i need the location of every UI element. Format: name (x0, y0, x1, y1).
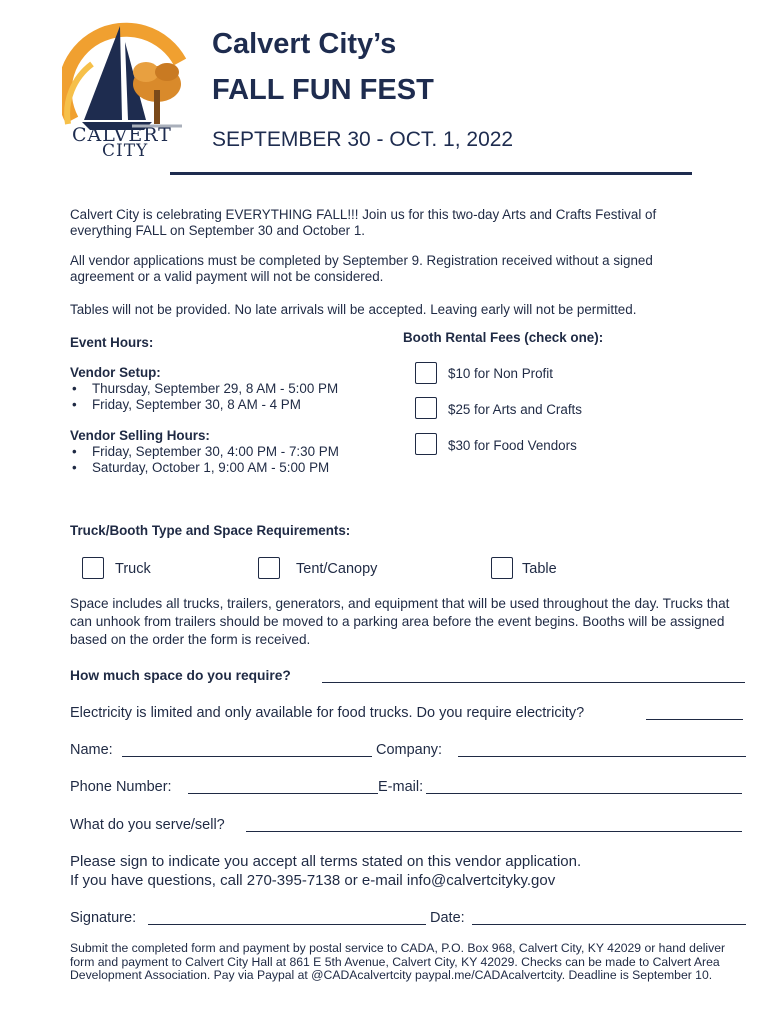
event-hours-heading: Event Hours: (70, 335, 154, 350)
list-item: • Saturday, October 1, 9:00 AM - 5:00 PM (70, 460, 339, 476)
name-label: Name: (70, 742, 113, 758)
booth-label-tent-canopy: Tent/Canopy (296, 561, 378, 577)
company-label: Company: (376, 742, 443, 758)
email-label: E-mail: (378, 779, 424, 795)
fee-label-non-profit: $10 for Non Profit (448, 366, 553, 381)
title-line-1: Calvert City’s (212, 28, 397, 60)
calvert-city-logo (62, 22, 187, 161)
signature-input[interactable] (148, 924, 426, 925)
title-line-2: FALL FUN FEST (212, 74, 434, 106)
list-item: • Friday, September 30, 8 AM - 4 PM (70, 397, 338, 413)
space-label: How much space do you require? (70, 668, 291, 683)
space-input[interactable] (322, 682, 745, 683)
fee-checkbox-food-vendors[interactable] (415, 433, 437, 455)
intro-paragraph-1: Calvert City is celebrating EVERYTHING FALL!!! Join us for this two-day Arts and Crafts Festival of everything FALL on September 30 and October 1. (70, 207, 657, 238)
serve-input[interactable] (246, 831, 742, 832)
serve-label: What do you serve/sell? (70, 817, 225, 833)
email-input[interactable] (426, 793, 742, 794)
phone-label: Phone Number: (70, 779, 172, 795)
logo-text-top: CALVERT (72, 124, 172, 146)
booth-label-truck: Truck (115, 561, 151, 577)
name-input[interactable] (122, 756, 372, 757)
booth-checkbox-table[interactable] (491, 557, 513, 579)
booth-checkbox-tent-canopy[interactable] (258, 557, 280, 579)
vendor-setup-heading: Vendor Setup: (70, 365, 161, 380)
booth-type-heading: Truck/Booth Type and Space Requirements: (70, 523, 351, 538)
vendor-selling-list (70, 444, 339, 476)
phone-input[interactable] (188, 793, 378, 794)
list-item: • Thursday, September 29, 8 AM - 5:00 PM (70, 381, 338, 397)
event-dates: SEPTEMBER 30 - OCT. 1, 2022 (212, 128, 514, 151)
electricity-label: Electricity is limited and only available for food trucks. Do you require electricity? (70, 705, 585, 721)
intro-paragraph-2: All vendor applications must be completed by September 9. Registration received without a signed agreement or a valid payment will not be considered. (70, 253, 653, 284)
submission-instructions: Submit the completed form and payment by postal service to CADA, P.O. Box 968, Calvert City, KY 42029 or hand deliver form and payment to Calvert City Hall at 861 E 5th Avenue, Calvert City, KY 42029. Checks can be made to Calvert Area Development Association. Pay via Paypal at @CADAcalvertcity paypal.me/CADAcalvertcity. Deadline is September 10. (70, 941, 726, 982)
fee-checkbox-arts-crafts[interactable] (415, 397, 437, 419)
fee-label-arts-crafts: $25 for Arts and Crafts (448, 402, 582, 417)
company-input[interactable] (458, 756, 746, 757)
booth-checkbox-truck[interactable] (82, 557, 104, 579)
signature-label: Signature: (70, 910, 137, 926)
date-label: Date: (430, 910, 465, 926)
list-item: • Friday, September 30, 4:00 PM - 7:30 PM (70, 444, 339, 460)
booth-fees-heading: Booth Rental Fees (check one): (403, 330, 604, 345)
booth-label-table: Table (522, 561, 557, 577)
space-note: Space includes all trucks, trailers, generators, and equipment that will be used throughout the day. Trucks that can unhook from trailers should be moved to a parking area before the event begins. Booths will be assigned based on the order the form is received. (70, 596, 730, 647)
fee-checkbox-non-profit[interactable] (415, 362, 437, 384)
header-divider (170, 172, 692, 175)
fee-label-food-vendors: $30 for Food Vendors (448, 438, 577, 453)
intro-paragraph-3: Tables will not be provided. No late arrivals will be accepted. Leaving early will not be permitted. (70, 302, 637, 317)
logo-text-bottom: CITY (102, 141, 149, 161)
date-input[interactable] (472, 924, 746, 925)
vendor-setup-list (70, 381, 338, 413)
vendor-selling-heading: Vendor Selling Hours: (70, 428, 210, 443)
sign-instruction-1: Please sign to indicate you accept all terms stated on this vendor application. (70, 853, 582, 870)
electricity-input[interactable] (646, 719, 743, 720)
sign-instruction-2: If you have questions, call 270-395-7138 or e-mail info@calvertcityky.gov (70, 872, 556, 889)
